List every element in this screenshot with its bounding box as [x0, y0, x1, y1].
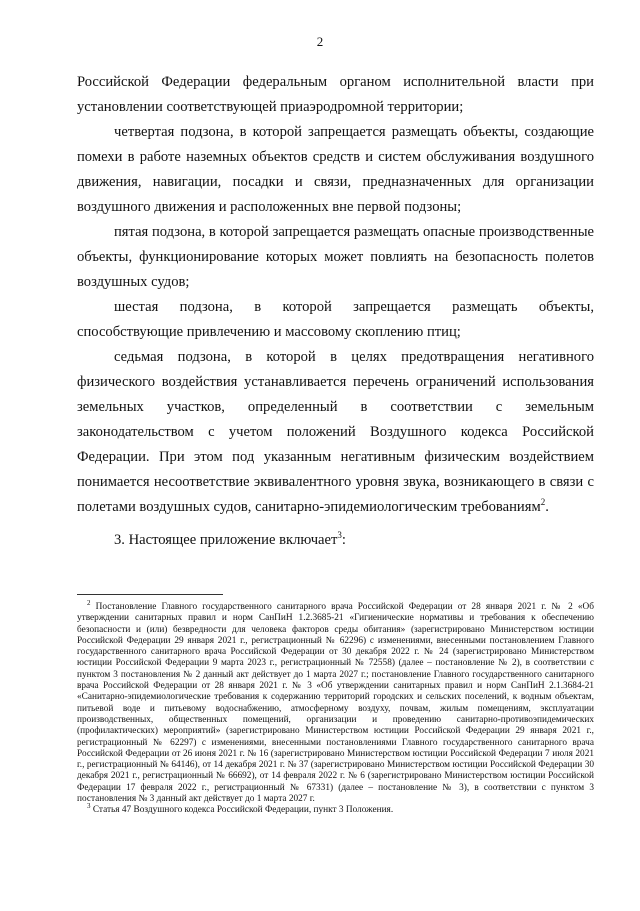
item-3-end: : — [341, 532, 346, 548]
footnote-2 — [77, 598, 594, 805]
paragraph-subzone-6: шестая подзона, в которой запрещается размещать объекты, способствующие привлечению и массовому скоплению птиц; — [77, 299, 594, 340]
footnote-text: Статья 47 Воздушного кодекса Российской Федерации, пункт 3 Положения. — [92, 805, 394, 816]
footnote-ref-3[interactable]: 3 — [337, 530, 342, 541]
footnote-text: Постановление Главного государственного санитарного врача Российской Федерации от 28 января 2021 г. № 2 «Об утверждении санитарных правил и норм СанПиН 1.2.3685-21 «Гигиенические нормативы и требования к обеспечению безопасности и (или) безвредности для человека факторов среды обитания» (зарегистрировано Министерством юстиции Российской Федерации 29 января 2021 г., регистрационный № 62296) с изменениями, внесенными постановлением Главного государственного санитарного врача Российской Федерации от 30 декабря 2022 г. № 24 (зарегистрировано Министерством юстиции Российской Федерации 9 марта 2023 г., регистрационный № 72558) (далее – постановление № 2), в соответствии с пунктом 3 постановления № 2 данный акт действует до 1 марта 2027 г.; постановление Главного государственного санитарного врача Российской Федерации от 28 января 2021 г. № 3 «Об утверждении санитарных правил и норм СанПиН 2.1.3684-21 «Санитарно-эпидемиологические требования к содержанию территорий городских и сельских поселений, к водным объектам, питьевой воде и питьевому водоснабжению, атмосферному воздуху, почвам, жилым помещениям, эксплуатации производственных, общественных помещений, организации и проведению санитарно-противоэпидемических (профилактических) мероприятий» (зарегистрировано Министерством юстиции Российской Федерации 29 января 2021 г., регистрационный № 62297) с изменениями, внесенными постановлениями Главного государственного санитарного врача Российской Федерации от 26 июня 2021 г. № 16 (зарегистрировано Министерством юстиции Российской Федерации 7 июля 2021 г., регистрационный № 64146), от 14 декабря 2021 г. № 37 (зарегистрировано Министерством юстиции Российской Федерации 30 декабря 2021 г., регистрационный № 66692), от 14 февраля 2022 г. № 6 (зарегистрировано Министерством юстиции Российской Федерации 17 февраля 2022 г., регистрационный № 67331) (далее – постановление № 3), в соответствии с пунктом 3 постановления № 3 данный акт действует до 1 марта 2027 г. — [77, 602, 594, 805]
footnote-3 — [77, 802, 594, 816]
footnote-ref-2[interactable]: 2 — [540, 497, 546, 508]
page-number: 2 — [316, 34, 324, 49]
paragraph-subzone-4: четвертая подзона, в которой запрещается размещать объекты, создающие помехи в работе наземных объектов средств и систем обслуживания воздушного движения, навигации, посадки и связи, предназначенных для организации воздушного движения и расположенных вне первой подзоны; — [77, 124, 594, 215]
footnote-mark: 2 — [87, 598, 91, 607]
document-body — [77, 70, 594, 553]
footnote-mark: 3 — [87, 802, 91, 811]
footnotes — [77, 598, 594, 817]
paragraph-subzone-7 — [77, 345, 594, 520]
paragraph-subzone-7-text: седьмая подзона, в которой в целях предотвращения негативного физического воздействия устанавливается перечень ограничений использования земельных участков, определенный в соответствии с земельным законодательством с учетом положений Воздушного кодекса Российской Федерации. При этом под указанным негативным физическим воздействием понимается несоответствие эквивалентного уровня звука, возникающего в связи с полетами воздушных судов, санитарно-эпидемиологическим требованиям — [77, 349, 594, 515]
paragraph-subzone-5: пятая подзона, в которой запрещается размещать опасные производственные объекты, функционирование которых может повлиять на безопасность полетов воздушных судов; — [77, 224, 594, 290]
paragraph-end: . — [545, 499, 549, 515]
paragraph-continuation: Российской Федерации федеральным органом исполнительной власти при установлении соответствующей приаэродромной территории; — [77, 74, 594, 115]
footnote-separator — [77, 594, 223, 595]
item-3 — [77, 528, 594, 553]
item-3-text: 3. Настоящее приложение включает — [114, 532, 338, 548]
